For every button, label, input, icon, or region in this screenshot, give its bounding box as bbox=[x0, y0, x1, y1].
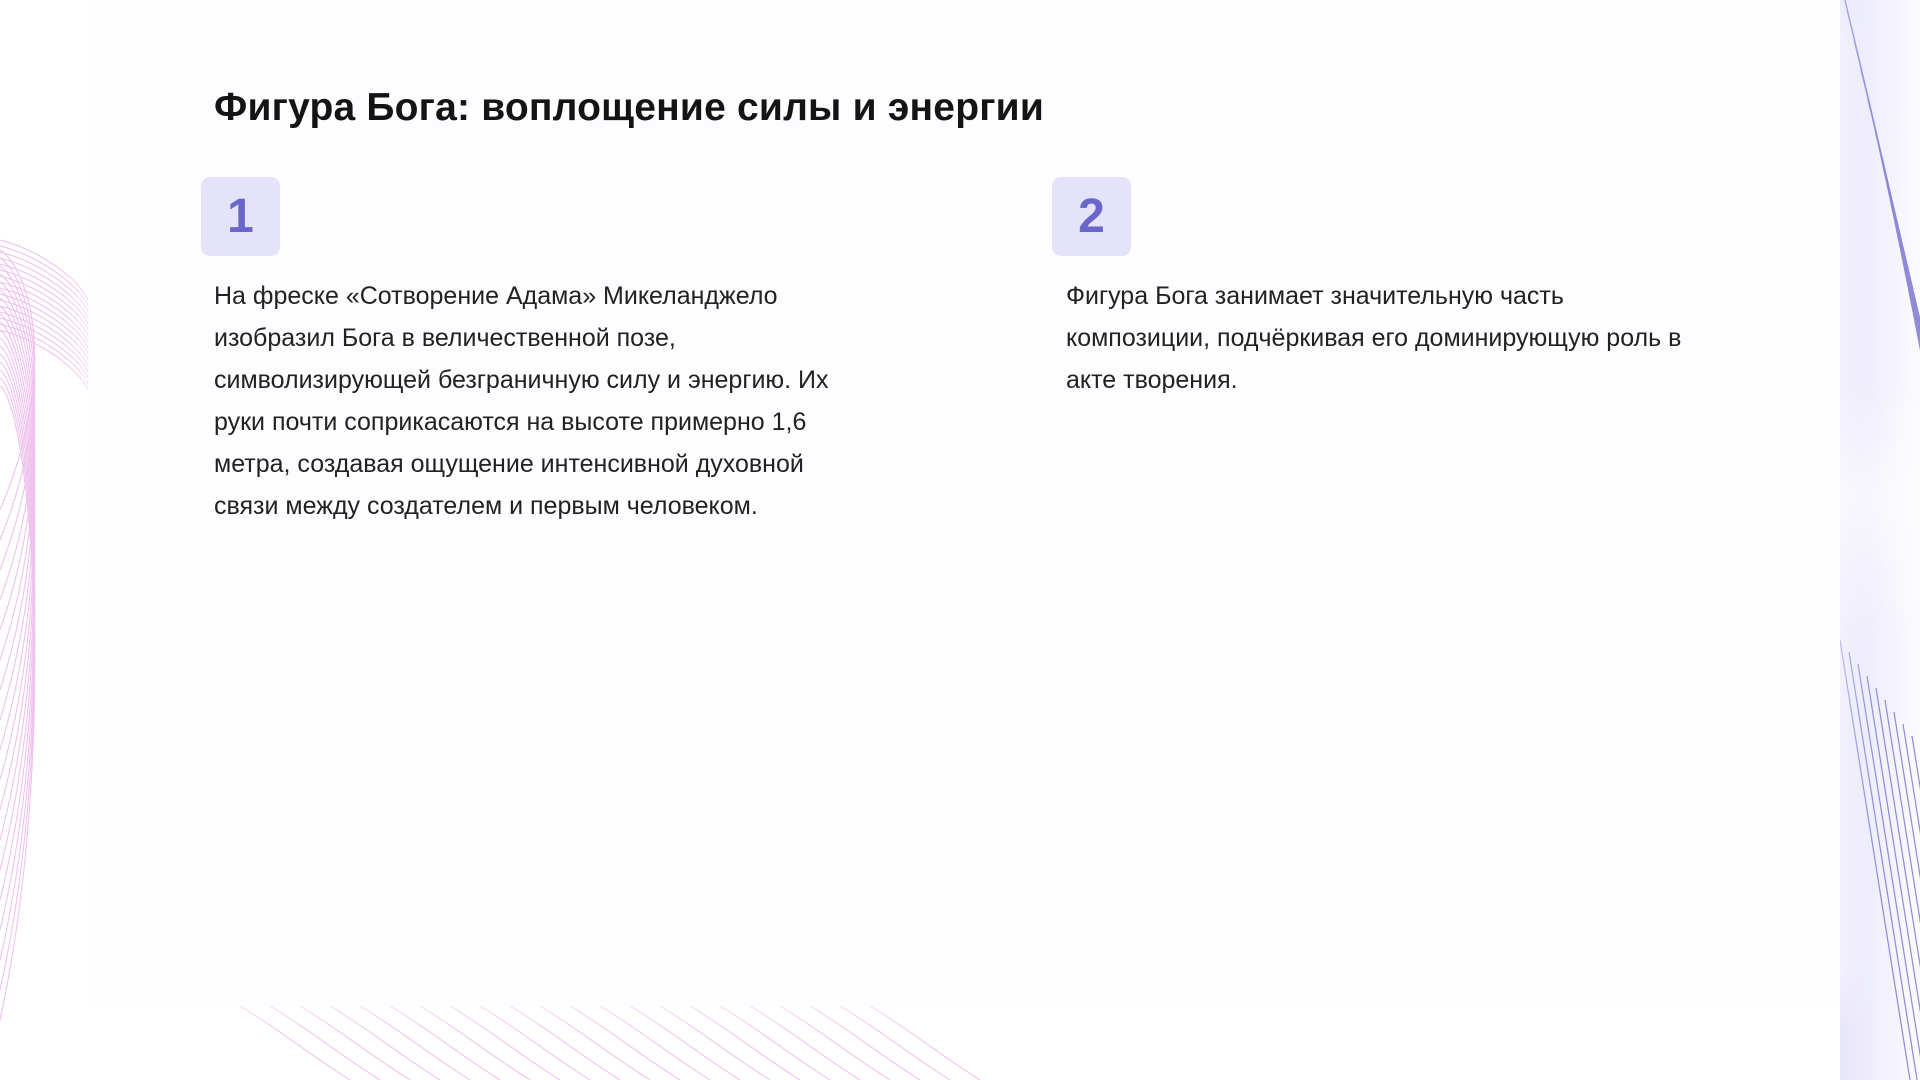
step-text-2: Фигура Бога занимает значительную часть композиции, подчёркивая его доминирующую роль в акте творения. bbox=[1066, 282, 1682, 394]
step-badge-2: 2 bbox=[1052, 177, 1131, 256]
slide-title: Фигура Бога: воплощение силы и энергии bbox=[214, 86, 1045, 129]
step-badge-1: 1 bbox=[201, 177, 280, 256]
step-text-1: На фреске «Сотворение Адама» Микеланджело изобразил Бога в величественной позе, символизирующей безграничную силу и энергию. Их руки почти соприкасаются на высоте примерно 1,6 метра, создавая ощущение интенсивной духовной связи между создателем и первым человеком. bbox=[214, 282, 829, 520]
